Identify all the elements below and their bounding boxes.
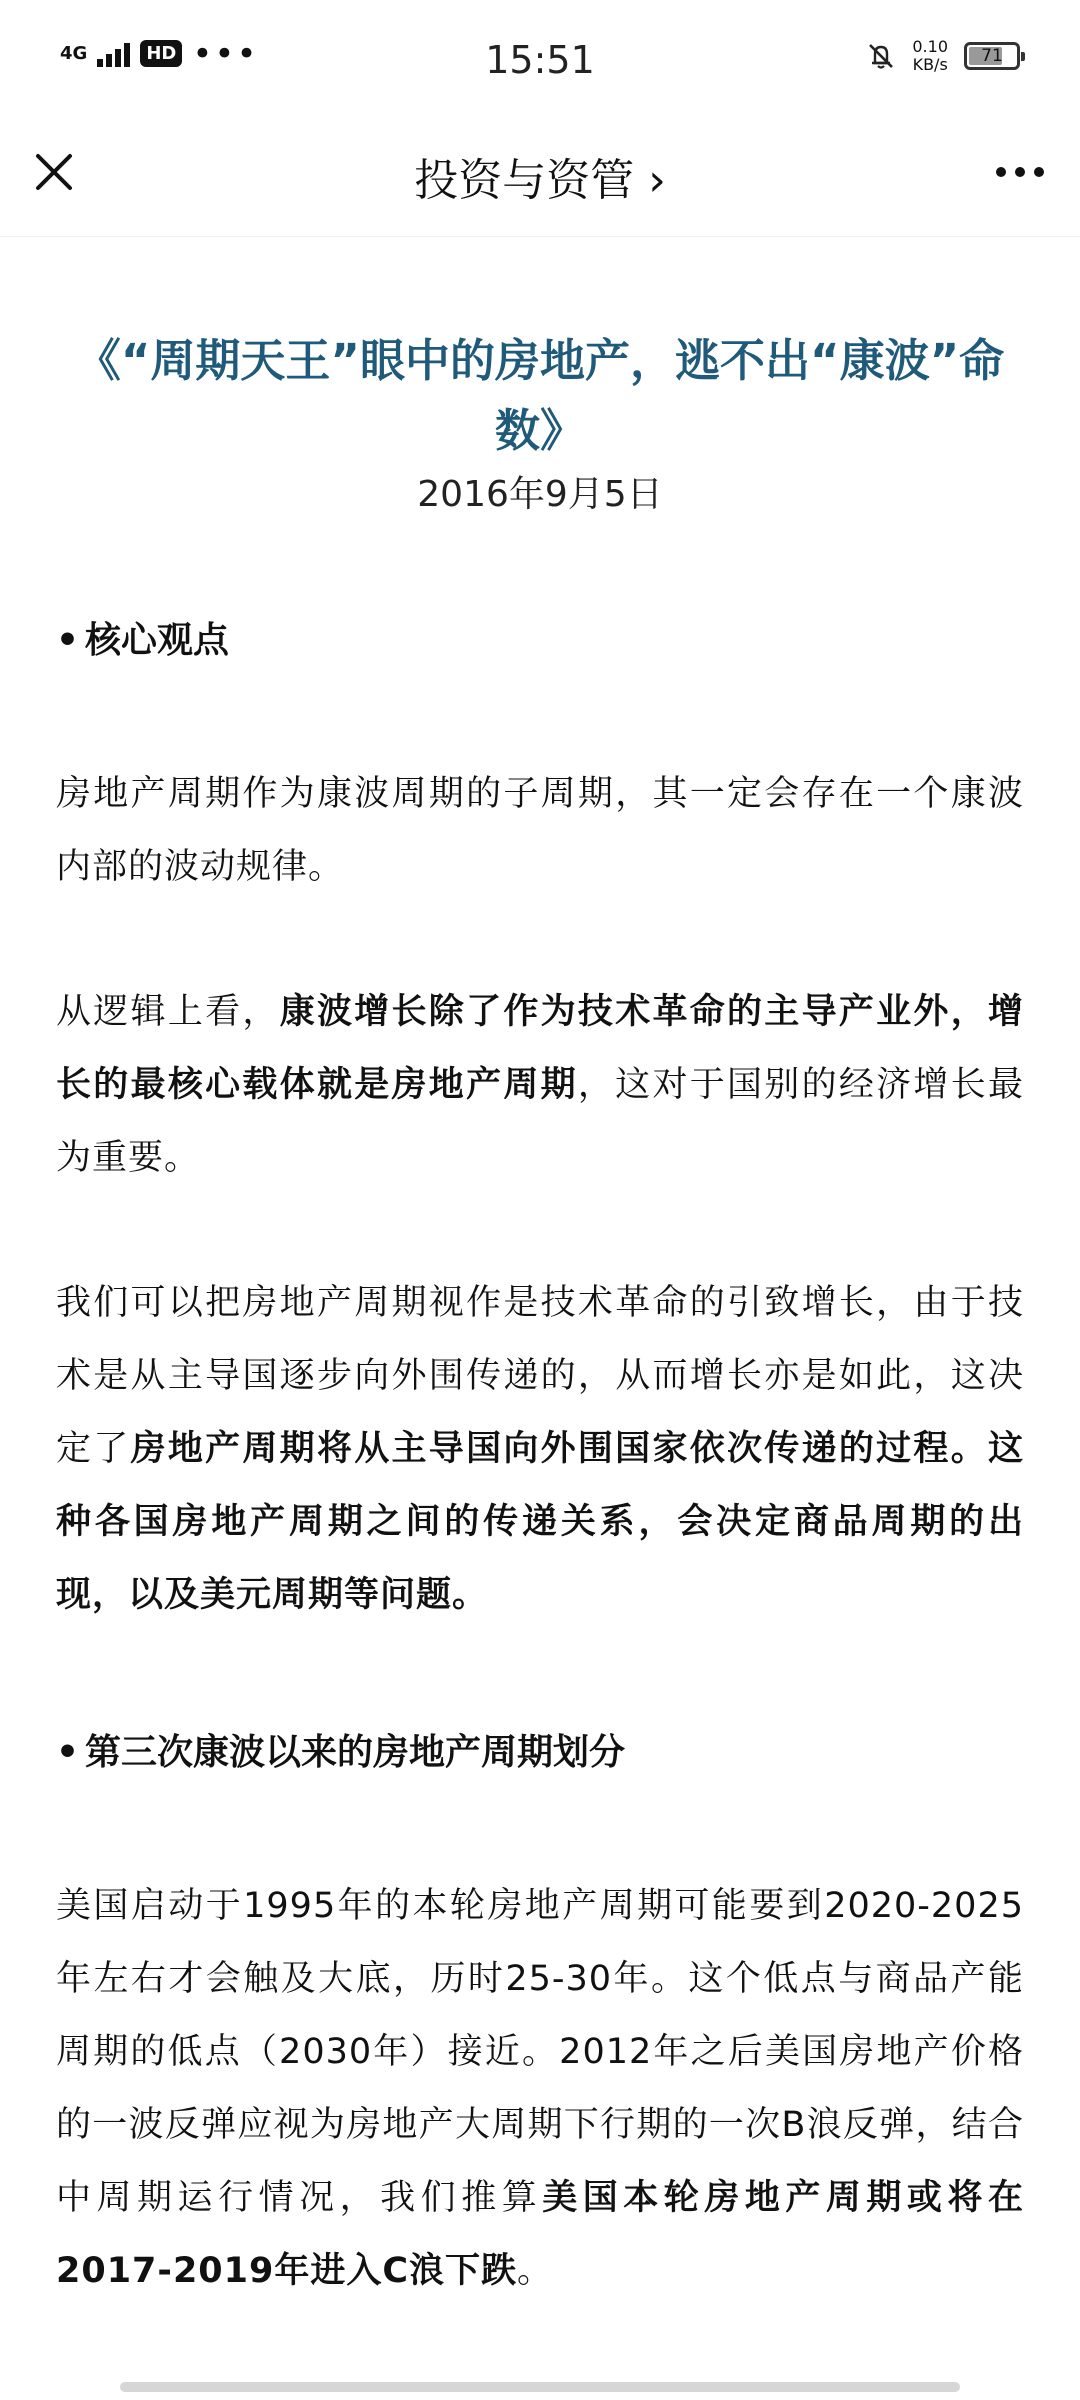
status-right bbox=[866, 38, 1020, 74]
clock: 15:51 bbox=[485, 38, 595, 82]
paragraph-text: 美国启动于1995年的本轮房地产周期可能要到2020-2025年左右才会触及大底，历时25-30年。这个低点与商品产能周期的低点（2030年）接近。2012年之后美国房地产价格的一波反弹应视为房地产大周期下行期的一次B浪反弹，结合中周期运行情况，我们推算 bbox=[56, 1886, 1024, 2218]
paragraph bbox=[56, 976, 1024, 1195]
network-type: 4G bbox=[60, 42, 88, 64]
speed-unit: KB/s bbox=[912, 55, 948, 74]
section-heading-text: 核心观点 bbox=[85, 620, 230, 661]
hd-badge: HD bbox=[140, 40, 182, 67]
article-title: 《“周期天王”眼中的房地产，逃不出“康波”命数》 bbox=[75, 334, 1005, 457]
bullet-icon: • bbox=[56, 1732, 80, 1773]
network-speed bbox=[912, 38, 948, 74]
paragraph-text: 房地产周期作为康波周期的子周期，其一定会存在一个康波内部的波动规律。 bbox=[56, 774, 1024, 887]
battery-level: 71 bbox=[981, 46, 1003, 66]
section-heading bbox=[56, 1728, 1024, 1778]
bullet-icon: • bbox=[56, 620, 80, 661]
account-title-link[interactable]: 投资与资管 › bbox=[414, 155, 666, 206]
home-indicator[interactable] bbox=[120, 2382, 960, 2392]
speed-value: 0.10 bbox=[912, 37, 948, 56]
paragraph-bold-text: 美国本轮房地产周期或将在2017-2019年进入C浪下跌 bbox=[56, 2178, 1024, 2291]
paragraph-text: 从逻辑上看， bbox=[56, 992, 280, 1032]
paragraph-bold-text: 康波增长除了作为技术革命的主导产业外，增长的最核心载体就是房地产周期 bbox=[56, 992, 1024, 1105]
section-heading-text: 第三次康波以来的房地产周期划分 bbox=[85, 1732, 626, 1773]
mute-bell-icon bbox=[866, 41, 896, 71]
article-content bbox=[56, 236, 1024, 2343]
status-bar bbox=[0, 0, 1080, 120]
paragraph-bold-text: 房地产周期将从主导国向外围国家依次传递的过程。这种各国房地产周期之间的传递关系，会决定商品周期的出现，以及美元周期等问题。 bbox=[56, 1429, 1024, 1615]
nav-bar bbox=[0, 120, 1080, 237]
paragraph bbox=[56, 758, 1024, 904]
battery-icon bbox=[964, 42, 1020, 70]
paragraph-text: ，这对于国别的经济增长最为重要。 bbox=[56, 1065, 1024, 1178]
battery-tip bbox=[1021, 52, 1025, 61]
section-heading bbox=[56, 616, 1024, 666]
more-notifications-icon: ••• bbox=[192, 33, 259, 74]
paragraph-text: 我们可以把房地产周期视作是技术革命的引致增长，由于技术是从主导国逐步向外围传递的，从而增长亦是如此，这决定了 bbox=[56, 1283, 1024, 1469]
paragraph bbox=[56, 1267, 1024, 1632]
paragraph-text: 。 bbox=[517, 2251, 554, 2291]
more-options-icon[interactable] bbox=[990, 150, 1050, 194]
article-date: 2016年9月5日 bbox=[417, 474, 663, 515]
paragraph bbox=[56, 1870, 1024, 2308]
